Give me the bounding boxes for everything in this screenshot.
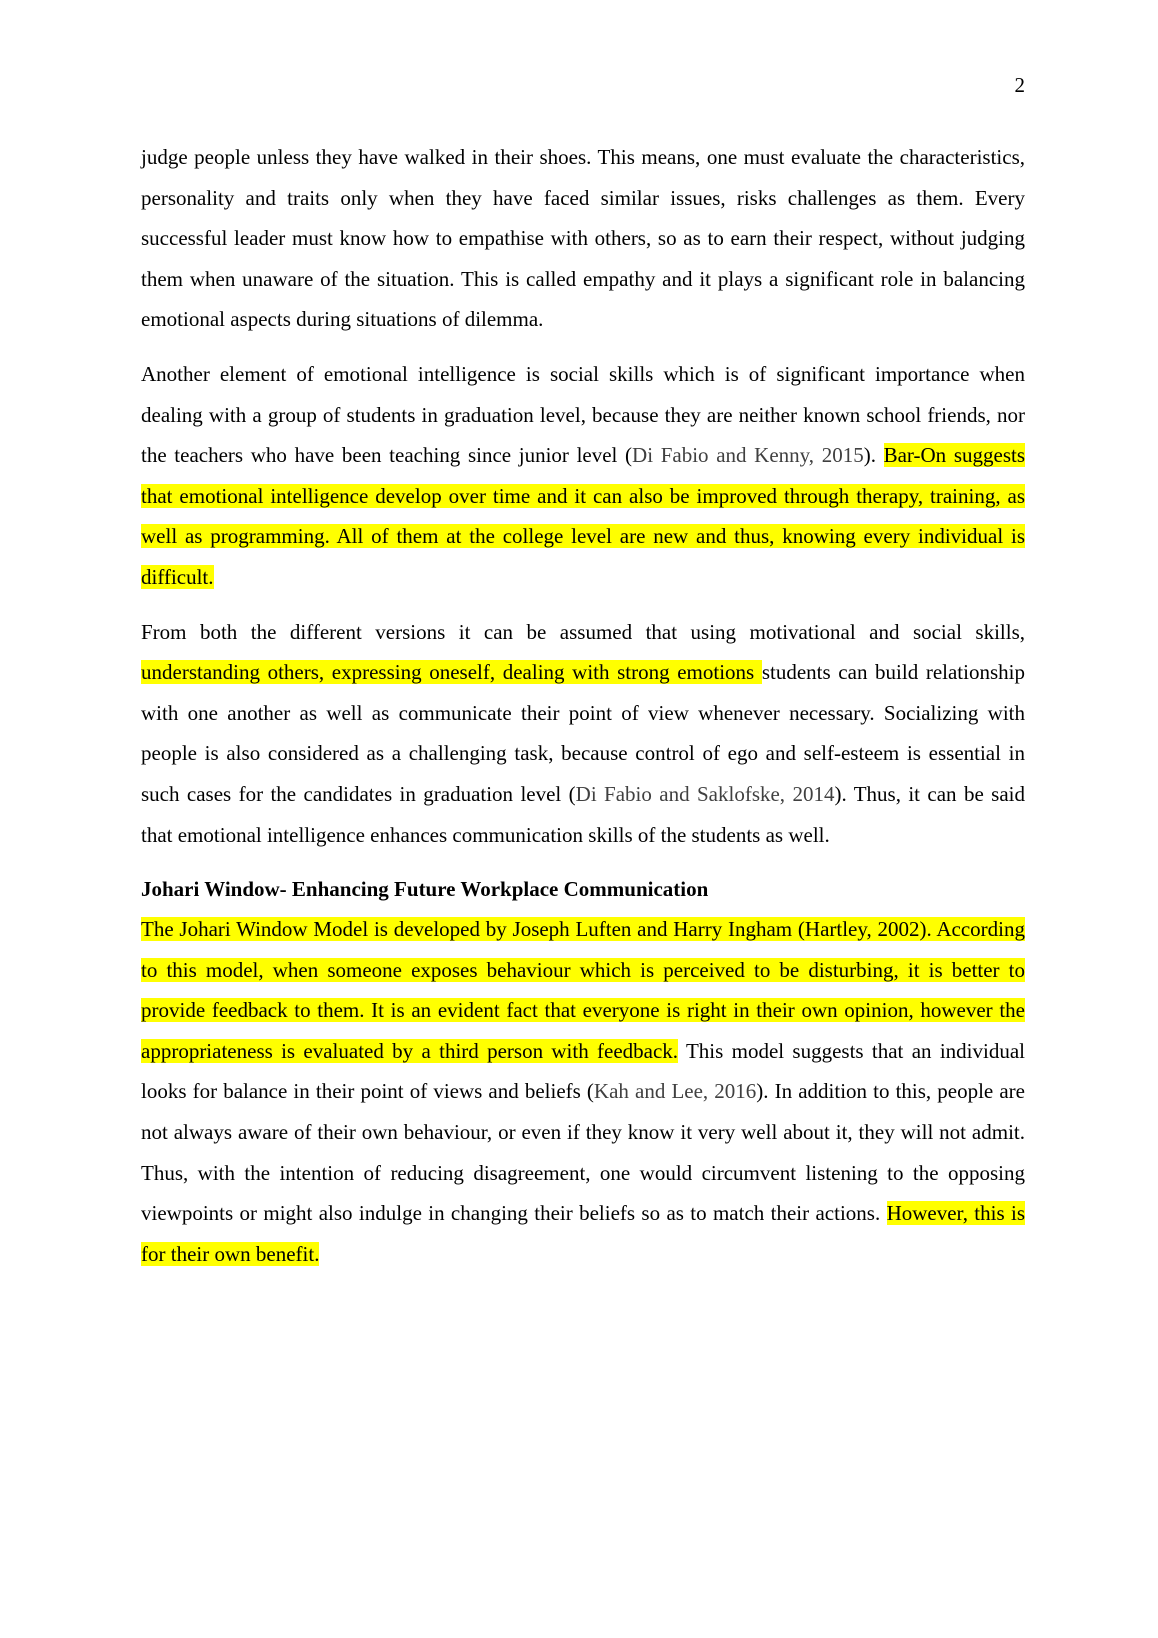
paragraph-text: ). In addition to this, people are not always aware of their own behaviour, or even if they know it very well about it, they will not admit. Thus, with the intention of reducing disagreement, one would circumvent listening to the opposing viewpoints or might also indulge in changing their beliefs so as to match their actions.: [141, 1079, 1025, 1226]
paragraph-text: ). Thus, it can be said that emotional intelligence enhances communication skills of the students as well.: [141, 781, 1025, 847]
paragraph-text: students can build relationship with one another as well as communicate their point of view whenever necessary. Socializing with people is also considered as a challenging task, because control of ego and self-esteem is essential in such cases for the candidates in graduation level (: [141, 660, 1025, 806]
citation: Di Fabio and Saklofske, 2014: [575, 781, 835, 806]
paragraph-johari: [141, 909, 1025, 1274]
paragraph-text: Another element of emotional intelligence is social skills which is of significant importance when dealing with a group of students in graduation level, because they are neither known school friends, nor the teachers who have been teaching since junior level (: [141, 361, 1025, 468]
paragraph-text: ).: [863, 443, 884, 468]
highlighted-text: Bar-On suggests that emotional intelligence develop over time and it can also be improved through therapy, training, as well as programming. All of them at the college level are new and thus, knowing every individual is difficult.: [141, 443, 1025, 589]
paragraph-text: This model suggests that an individual looks for balance in their point of views and beliefs (: [141, 1038, 1025, 1104]
section-heading: Johari Window- Enhancing Future Workplace Communication: [141, 877, 709, 902]
citation: Kah and Lee, 2016: [593, 1079, 757, 1104]
paragraph-text: From both the different versions it can be assumed that using motivational and social skills,: [141, 619, 1025, 644]
document-body: [141, 137, 1025, 1274]
citation: Di Fabio and Kenny, 2015: [632, 443, 864, 468]
page-number: 2: [1014, 73, 1025, 97]
paragraph-versions: [141, 612, 1025, 856]
highlighted-text: understanding others, expressing oneself, dealing with strong emotions: [141, 660, 762, 685]
highlighted-text: The Johari Window Model is developed by Joseph Luften and Harry Ingham (Hartley, 2002). According to this model, when someone exposes behaviour which is perceived to be disturbing, it is better to provide feedback to them. It is an evident fact that everyone is right in their own opinion, however the appropriateness is evaluated by a third person with feedback.: [141, 917, 1025, 1063]
paragraph-empathy: [141, 137, 1025, 340]
highlighted-text: However, this is for their own benefit.: [141, 1201, 1025, 1266]
paragraph-social-skills: [141, 354, 1025, 598]
paragraph-text: judge people unless they have walked in their shoes. This means, one must evaluate the characteristics, personality and traits only when they have faced similar issues, risks challenges as them. Every successful leader must know how to empathise with others, so as to earn their respect, without judging them when unaware of the situation. This is called empathy and it plays a significant role in balancing emotional aspects during situations of dilemma.: [141, 145, 1025, 332]
